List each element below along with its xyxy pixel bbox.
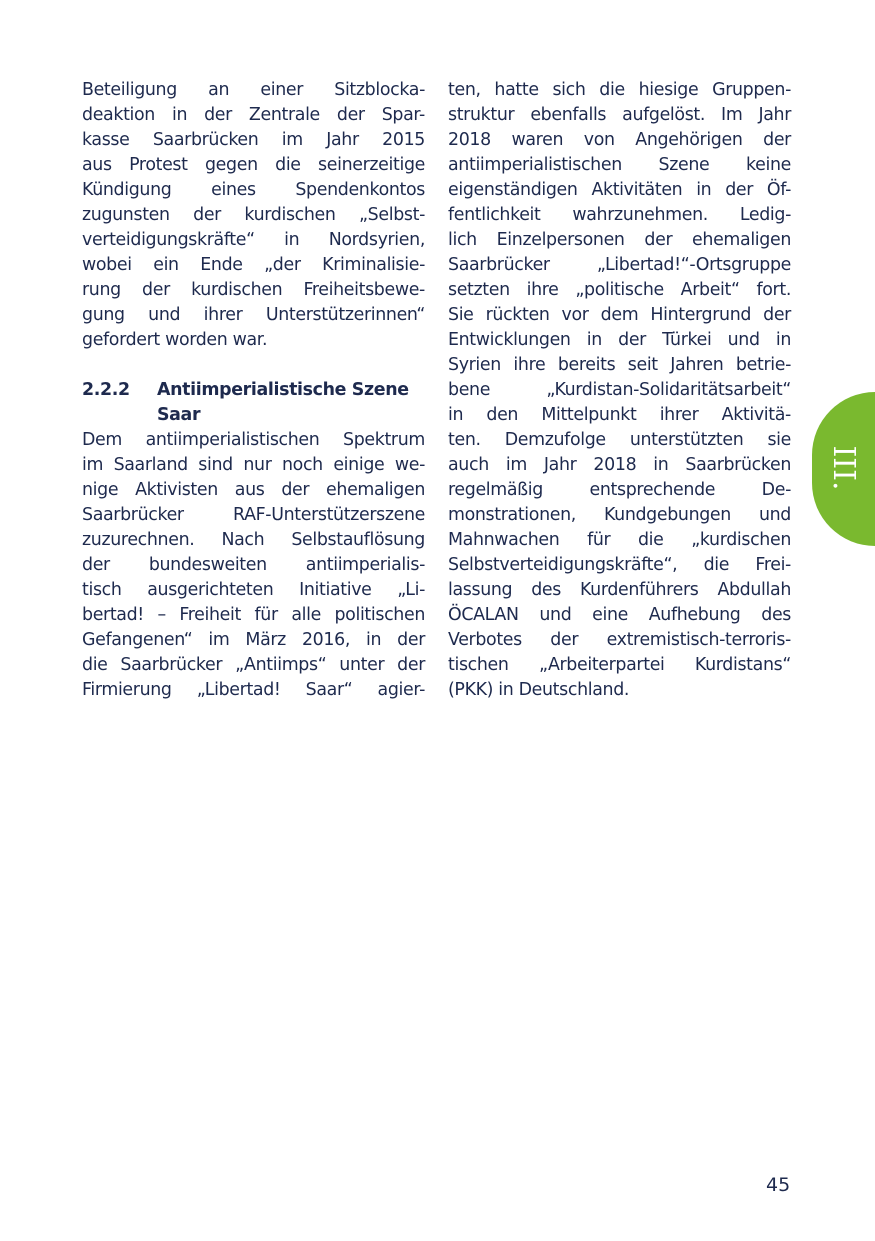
text-line: wobei ein Ende „der Kriminalisie- — [82, 255, 425, 275]
section-title-line-1: Antiimperialistische Szene — [157, 380, 409, 400]
text-line: im Saarland sind nur noch einige we- — [82, 455, 425, 475]
text-line: bene „Kurdistan-Solidaritätsarbeit“ — [448, 380, 791, 400]
text-line: tisch ausgerichteten Initiative „Li- — [82, 580, 425, 600]
text-line: Mahnwachen für die „kurdischen — [448, 530, 791, 550]
text-line: in den Mittelpunkt ihrer Aktivitä- — [448, 405, 791, 425]
text-line: ten. Demzufolge unterstützten sie — [448, 430, 791, 450]
section-title — [157, 378, 425, 428]
text-line: zuzurechnen. Nach Selbstauflösung — [82, 530, 425, 550]
text-line: monstrationen, Kundgebungen und — [448, 505, 791, 525]
text-line: der bundesweiten antiimperialis- — [82, 555, 425, 575]
left-column — [82, 78, 425, 703]
text-line: tischen „Arbeiterpartei Kurdistans“ — [448, 655, 791, 675]
text-line: Saarbrücker „Libertad!“-Ortsgruppe — [448, 255, 791, 275]
text-line: auch im Jahr 2018 in Saarbrücken — [448, 455, 791, 475]
paragraph-2 — [82, 428, 425, 703]
text-line: bertad! – Freiheit für alle politischen — [82, 605, 425, 625]
text-line: Firmierung „Libertad! Saar“ agier- — [82, 680, 425, 700]
text-line: lassung des Kurdenführers Abdullah — [448, 580, 791, 600]
text-line: antiimperialistischen Szene keine — [448, 155, 791, 175]
text-line: Entwicklungen in der Türkei und in — [448, 330, 791, 350]
text-line: deaktion in der Zentrale der Spar- — [82, 105, 425, 125]
text-line: nige Aktivisten aus der ehemaligen — [82, 480, 425, 500]
text-line: die Saarbrücker „Antiimps“ unter der — [82, 655, 425, 675]
section-heading — [82, 378, 425, 428]
chapter-tab-label: III. — [826, 445, 862, 491]
section-title-line-2: Saar — [157, 405, 201, 425]
text-line: Selbstverteidigungskräfte“, die Frei- — [448, 555, 791, 575]
text-line: gefordert worden war. — [82, 330, 268, 350]
text-line: Gefangenen“ im März 2016, in der — [82, 630, 425, 650]
text-line: kasse Saarbrücken im Jahr 2015 — [82, 130, 425, 150]
text-line: verteidigungskräfte“ in Nordsyrien, — [82, 230, 425, 250]
text-line: setzten ihre „politische Arbeit“ fort. — [448, 280, 791, 300]
text-line: Dem antiimperialistischen Spektrum — [82, 430, 425, 450]
text-line: Verbotes der extremistisch-terroris- — [448, 630, 791, 650]
right-column — [448, 78, 791, 703]
text-line: ÖCALAN und eine Aufhebung des — [448, 605, 791, 625]
text-line: gung und ihrer Unterstützerinnen“ — [82, 305, 425, 325]
text-line: Sie rückten vor dem Hintergrund der — [448, 305, 791, 325]
text-line: eigenständigen Aktivitäten in der Öf- — [448, 180, 791, 200]
text-line: Kündigung eines Spendenkontos — [82, 180, 425, 200]
text-line: struktur ebenfalls aufgelöst. Im Jahr — [448, 105, 791, 125]
text-line: Syrien ihre bereits seit Jahren betrie- — [448, 355, 791, 375]
text-line: fentlichkeit wahrzunehmen. Ledig- — [448, 205, 791, 225]
text-line: Saarbrücker RAF-Unterstützerszene — [82, 505, 425, 525]
text-line: rung der kurdischen Freiheitsbewe- — [82, 280, 425, 300]
text-line: Beteiligung an einer Sitzblocka- — [82, 80, 425, 100]
text-line: aus Protest gegen die seinerzeitige — [82, 155, 425, 175]
text-line: zugunsten der kurdischen „Selbst- — [82, 205, 425, 225]
section-number: 2.2.2 — [82, 380, 130, 400]
text-line: 2018 waren von Angehörigen der — [448, 130, 791, 150]
paragraph-gap — [82, 353, 425, 378]
paragraph-1 — [82, 78, 425, 353]
text-line: (PKK) in Deutschland. — [448, 680, 630, 700]
text-line: regelmäßig entsprechende De- — [448, 480, 791, 500]
text-line: lich Einzelpersonen der ehemaligen — [448, 230, 791, 250]
page-number: 45 — [766, 1174, 791, 1196]
text-line: ten, hatte sich die hiesige Gruppen- — [448, 80, 791, 100]
